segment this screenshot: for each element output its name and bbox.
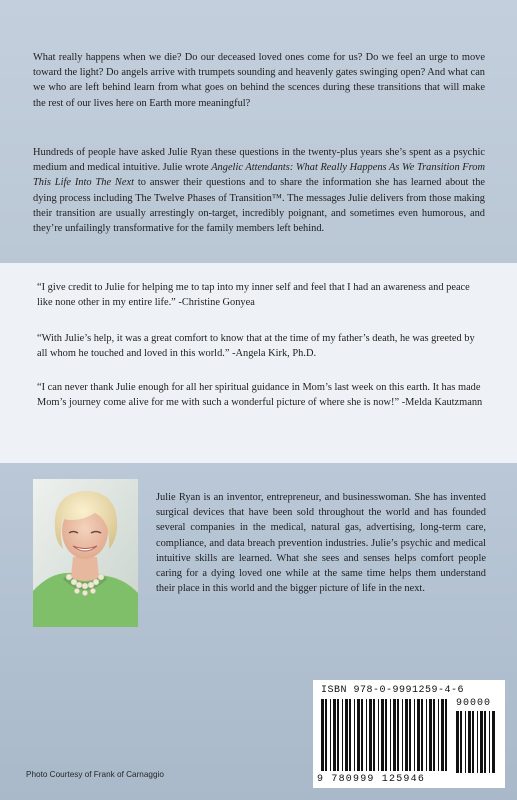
barcode-bar [390,699,391,771]
barcode-bar [429,699,432,771]
ean-digits: 9 780999 125946 [317,774,426,785]
barcode-bar [357,699,360,771]
intro-paragraph-2-end: to answer their questions and to share the information she has learned about the dying process including The Twelve Phases of Transition™. The messages Julie delivers from those making their transition are usually arrestingly on-target, incredibly poignant, and sometimes even humorous, and they’re unfailingly transformative for the family members left behind. [33,177,486,235]
price-code: 90000 [456,698,492,709]
author-bio: Julie Ryan is an inventor, entrepreneur, and businesswoman. She has invented surgical devices that have been sold throughout the world and has founded several companies in the medical, natural gas, advertising, long-term care, compliance, and data breach prevention industries. Julie’s psychic and medical intuitive skills are learned. What she sees and senses helps comfort people caring for a dying loved one while at the same time helps them understand their place in this world and the bigger picture of life in the next. [156,492,486,595]
barcode-bar [414,699,415,771]
barcode-bar [445,699,447,771]
book-title: Angelic Attendants: What Really Happens As We Transition From This Life Into The Next [33,162,485,189]
barcode-bar [438,699,439,771]
barcode-bar [484,711,486,773]
barcode-bar [337,699,339,771]
barcode-bar [441,699,444,771]
testimonial-quote: “I can never thank Julie enough for all her spiritual guidance in Mom’s last week on this earth. It has made Mom’s journey come alive for me with such a wonderful picture of where she is now!” -Melda Kautzmann [37,382,483,409]
barcode-bar [321,699,324,771]
barcode-bar [405,699,408,771]
author-photo [33,479,138,627]
barcode-bar [417,699,420,771]
barcode-bar [345,699,348,771]
barcode-bar [468,711,471,773]
barcode-bar [342,699,343,771]
testimonial-quote: “With Julie’s help, it was a great comfort to know that at the time of my father’s death, he was greeted by all whom he touched and loved in this world.” -Angela Kirk, Ph.D. [37,333,475,360]
isbn-barcode [313,680,505,788]
barcode-bar [421,699,423,771]
barcode-bar [393,699,396,771]
barcode-bar [460,711,462,773]
barcode-bar [330,699,331,771]
author-portrait-illustration [33,479,138,627]
ean-barcode-bars [321,699,449,775]
barcode-bar [492,711,495,773]
barcode-bar [385,699,387,771]
barcode-bar [402,699,403,771]
barcode-bar [477,711,478,773]
barcode-bar [378,699,379,771]
barcode-bar [369,699,372,771]
barcode-bar [381,699,384,771]
intro-paragraph-2 [33,145,485,236]
barcode-bar [456,711,459,773]
barcode-bar [397,699,399,771]
barcode-bar [361,699,363,771]
barcode-bar [489,711,490,773]
isbn-number: ISBN 978-0-9991259-4-6 [321,685,465,696]
barcode-bar [325,699,327,771]
barcode-bar [354,699,355,771]
barcode-bar [373,699,375,771]
intro-paragraph-1: What really happens when we die? Do our deceased loved ones come for us? Do we feel an urge to move toward the light? Do angels arrive with trumpets sounding and heavenly gates swinging open? And what can we who are left behind learn from what goes on behind the scences during these transitions that will make the rest of our lives here on Earth more meaningful? [33,52,485,109]
intro-paragraph-2-start: Hundreds of people have asked Julie Ryan these questions in the twenty-plus years she’s spent as a psychic medium and medical intuitive. Julie wrote [33,147,485,174]
barcode-bar [349,699,351,771]
barcode-bar [409,699,411,771]
barcode-bar [426,699,427,771]
barcode-bar [333,699,336,771]
barcode-bar [366,699,367,771]
photo-credit: Photo Courtesy of Frank of Carnaggio [26,770,164,779]
barcode-bar [480,711,483,773]
barcode-bar [472,711,474,773]
testimonial-quote: “I give credit to Julie for helping me to tap into my inner self and feel that I had an awareness and peace like none other in my entire life.” -Christine Gonyea [37,282,470,309]
barcode-bar [433,699,435,771]
addon-barcode-bars [456,711,498,775]
barcode-bar [465,711,466,773]
